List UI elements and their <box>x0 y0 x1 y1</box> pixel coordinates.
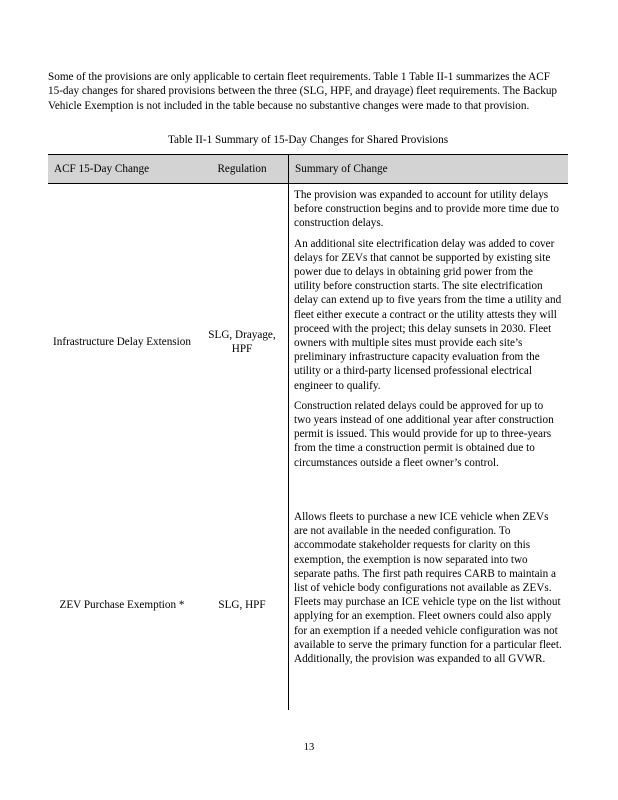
row-summary <box>289 184 569 501</box>
header-summary: Summary of Change <box>289 155 569 184</box>
summary-paragraph: The provision was expanded to account for utility delays before construction begins and to provide more time due to construction delays. <box>294 189 560 230</box>
row-regulation: SLG, Drayage, HPF <box>208 328 276 355</box>
page-number: 13 <box>303 742 315 753</box>
table-row <box>48 184 568 501</box>
row-regulation: SLG, HPF <box>218 598 266 611</box>
row-change-name: ZEV Purchase Exemption * <box>59 598 185 611</box>
summary-paragraph: Construction related delays could be approved for up to two years instead of one additional year after construction permit is issued. This would provide for up to three-years from the time a construction permit is obtained due to circumstances outside a fleet owner’s control. <box>294 399 554 469</box>
intro-text: Some of the provisions are only applicable to certain fleet requirements. Table 1 Table II-1 summarizes the ACF 15-day changes for shared provisions between the three (SLG, HPF, and drayage) fleet requirements. The Backup Vehicle Exemption is not included in the table because no substantive changes were made to that provision. <box>48 71 558 112</box>
table-caption: Table II-1 Summary of 15-Day Changes for Shared Provisions <box>167 134 449 146</box>
header-regulation: Regulation <box>196 155 289 184</box>
row-summary <box>289 500 569 710</box>
changes-summary-table <box>48 154 568 710</box>
table-row <box>48 500 568 710</box>
intro-paragraph <box>48 70 560 113</box>
table-header-row <box>48 155 568 184</box>
summary-paragraph: Allows fleets to purchase a new ICE vehicle when ZEVs are not available in the needed configuration. To accommodate stakeholder requests for clarity on this exemption, the exemption is now separated into two separate paths. The first path requires CARB to maintain a list of vehicle body configurations not available as ZEVs. Fleets may purchase an ICE vehicle type on the list without applying for an exemption. Fleet owners could also apply for an exemption if a needed vehicle configuration was not available to serve the primary function for a particular fleet. Additionally, the provision was expanded to all GVWR. <box>294 511 562 666</box>
header-change: ACF 15-Day Change <box>48 155 196 184</box>
row-change-name: Infrastructure Delay Extension <box>53 335 191 348</box>
summary-paragraph: An additional site electrification delay was added to cover delays for ZEVs that cannot be supported by existing site power due to delays in obtaining grid power from the utility before construction starts. The site electrification delay can extend up to five years from the time a utility and fleet either execute a contract or the utility attests they will proceed with the project; this delay sunsets in 2030. Fleet owners with multiple sites must provide each site’s preliminary infrastructure capacity evaluation from the utility or a third-party licensed professional electrical engineer to qualify. <box>294 237 562 392</box>
